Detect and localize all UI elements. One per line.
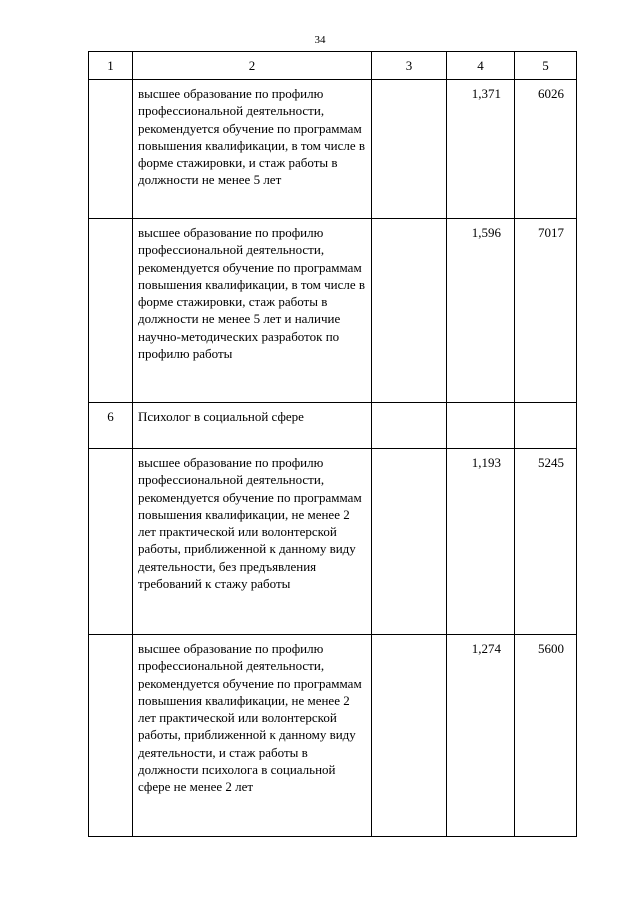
table-row (89, 80, 577, 219)
col3-cell (372, 403, 447, 449)
salary-cell (515, 449, 577, 635)
row-number (89, 635, 132, 640)
col3-cell (372, 449, 447, 635)
salary-cell (515, 80, 577, 219)
col3-cell (372, 219, 447, 403)
qualification-cell (133, 449, 372, 635)
header-col-4: 4 (447, 52, 515, 80)
coefficient-cell (447, 219, 515, 403)
salary-value: 7017 (538, 225, 564, 240)
row-number (89, 449, 132, 454)
coefficient-value: 1,596 (471, 225, 501, 240)
coefficient-value: 1,371 (471, 86, 501, 101)
salary-cell (515, 635, 577, 837)
coefficient-cell (447, 80, 515, 219)
coefficient-cell (447, 635, 515, 837)
coefficient-value: 1,274 (471, 641, 501, 656)
salary-value: 5600 (538, 641, 564, 656)
table-row (89, 449, 577, 635)
header-col-2: 2 (133, 52, 372, 80)
salary-table (88, 51, 577, 837)
qualification-text: высшее образование по профилю профессиональной деятельности, рекомендуется обучение по программам повышения квалификации, в том числе в форме стажировки, и стаж работы в должности не менее 5 лет (138, 86, 366, 188)
row-number: 6 (107, 409, 114, 424)
salary-value (515, 403, 576, 408)
table-row-section (89, 403, 577, 449)
salary-cell (515, 403, 577, 449)
row-number (89, 219, 132, 224)
qualification-cell (133, 635, 372, 837)
qualification-text: высшее образование по профилю профессиональной деятельности, рекомендуется обучение по программам повышения квалификации, в том числе в форме стажировки, стаж работы в должности не менее 5 лет и наличие научно-методических разработок по профилю работы (138, 225, 366, 362)
row-number-cell (89, 635, 133, 837)
table-row (89, 219, 577, 403)
coefficient-value: 1,193 (471, 455, 501, 470)
table-row (89, 635, 577, 837)
table-header-row (89, 52, 577, 80)
header-col-1: 1 (89, 52, 133, 80)
qualification-text: высшее образование по профилю профессиональной деятельности, рекомендуется обучение по программам повышения квалификации, не менее 2 лет практической или волонтерской работы, приближенной к данному виду деятельности, и стаж работы в должности психолога в социальной сфере не менее 2 лет (138, 641, 362, 795)
header-col-5: 5 (515, 52, 577, 80)
position-title: Психолог в социальной сфере (138, 409, 304, 424)
salary-cell (515, 219, 577, 403)
salary-value: 6026 (538, 86, 564, 101)
col3-cell (372, 80, 447, 219)
row-number-cell (89, 80, 133, 219)
position-title-cell (133, 403, 372, 449)
col3-cell (372, 635, 447, 837)
qualification-text: высшее образование по профилю профессиональной деятельности, рекомендуется обучение по программам повышения квалификации, не менее 2 лет практической или волонтерской работы, приближенной к данному виду деятельности, без предъявления требований к стажу работы (138, 455, 362, 592)
qualification-cell (133, 219, 372, 403)
qualification-cell (133, 80, 372, 219)
row-number (89, 80, 132, 85)
coefficient-value (447, 403, 514, 408)
header-col-3: 3 (372, 52, 447, 80)
coefficient-cell (447, 403, 515, 449)
salary-value: 5245 (538, 455, 564, 470)
row-number-cell (89, 403, 133, 449)
page-number: 34 (314, 34, 326, 46)
coefficient-cell (447, 449, 515, 635)
row-number-cell (89, 219, 133, 403)
row-number-cell (89, 449, 133, 635)
